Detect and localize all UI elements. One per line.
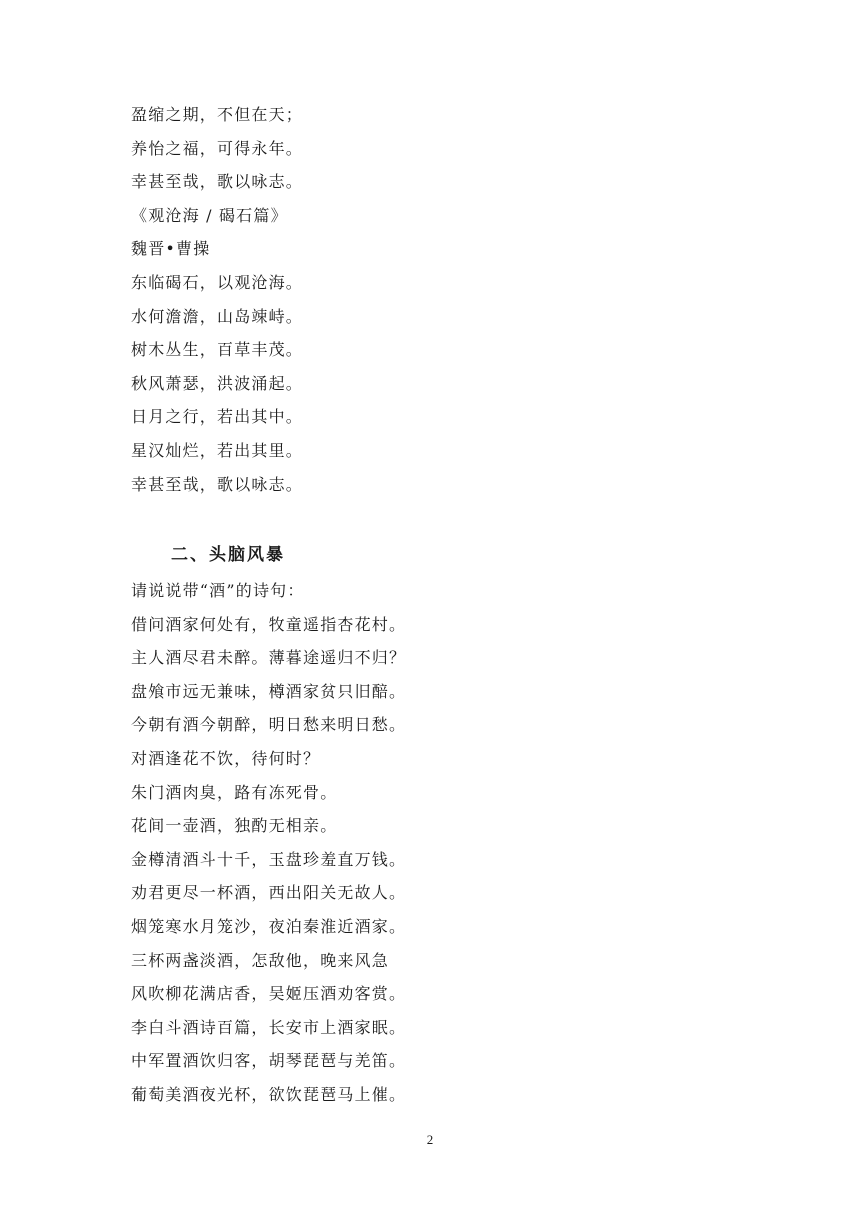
verse-line: 劝君更尽一杯酒，西出阳关无故人。 [131,883,407,903]
verse-line: 借问酒家何处有，牧童遥指杏花村。 [131,614,407,634]
poem-line: 日月之行，若出其中。 [131,407,304,427]
verse-line: 对酒逢花不饮，待何时？ [131,748,321,768]
poem-line: 养怡之福，可得永年。 [131,138,304,158]
poem-line: 星汉灿烂，若出其里。 [131,440,304,460]
poem-line: 幸甚至哉，歌以咏志。 [131,474,304,494]
poem-title: 《观沧海 / 碣石篇》 [131,205,288,225]
verse-line: 中军置酒饮归客，胡琴琵琶与羌笛。 [131,1051,407,1071]
poem-line: 东临碣石，以观沧海。 [131,272,304,292]
verse-line: 烟笼寒水月笼沙，夜泊秦淮近酒家。 [131,916,407,936]
poem-section [131,98,731,501]
verse-line: 主人酒尽君未醉。薄暮途遥归不归？ [131,648,407,668]
verse-line: 盘飧市远无兼味，樽酒家贫只旧醅。 [131,681,407,701]
verse-line: 葡萄美酒夜光杯，欲饮琵琶马上催。 [131,1084,407,1104]
verse-line: 花间一壶酒，独酌无相亲。 [131,816,338,836]
section-heading: 二、头脑风暴 [171,545,285,565]
poem-line: 树木丛生，百草丰茂。 [131,340,304,360]
verse-line: 风吹柳花满店香，吴姬压酒劝客赏。 [131,984,407,1004]
verse-line: 朱门酒肉臭，路有冻死骨。 [131,782,338,802]
poem-author: 魏晋•曹操 [131,239,211,259]
verse-line: 金樽清酒斗十千，玉盘珍羞直万钱。 [131,849,407,869]
page-number: 2 [426,1132,434,1147]
prompt-line: 请说说带“酒”的诗句： [131,581,305,600]
brainstorm-section [131,574,731,1112]
verse-line: 李白斗酒诗百篇，长安市上酒家眠。 [131,1017,407,1037]
poem-line: 水何澹澹，山岛竦峙。 [131,306,304,326]
poem-line: 秋风萧瑟，洪波涌起。 [131,373,304,393]
verse-line: 今朝有酒今朝醉，明日愁来明日愁。 [131,715,407,735]
poem-line: 幸甚至哉，歌以咏志。 [131,172,304,192]
verse-line: 三杯两盏淡酒，怎敌他，晚来风急 [131,950,390,970]
poem-line: 盈缩之期，不但在天； [131,105,304,124]
